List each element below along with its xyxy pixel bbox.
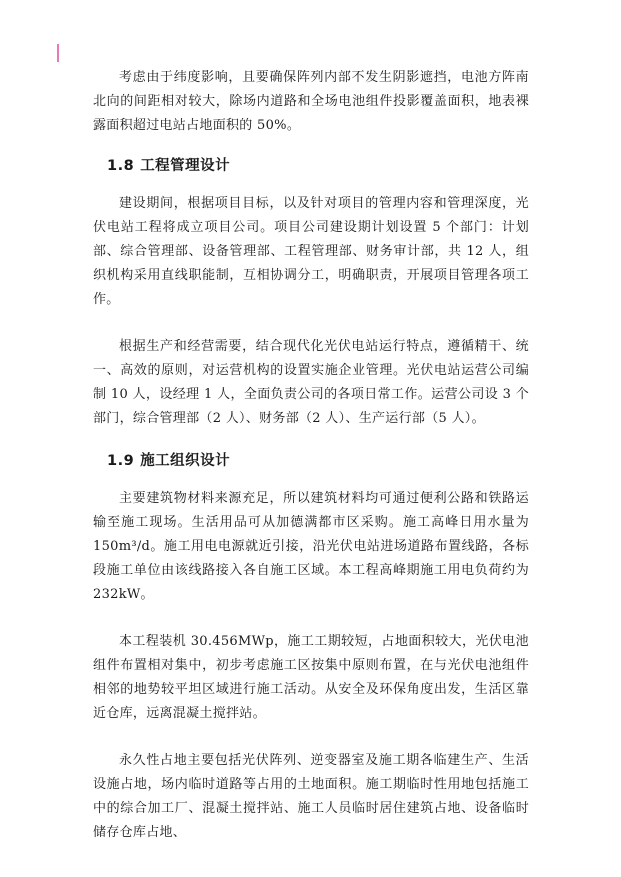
paragraph-construction-2: 本工程装机 30.456MWp，施工工期较短，占地面积较大，光伏电池组件布置相对集中，初步考虑施工区按集中原则布置，在与光伏电池组件相邻的地势较平坦区域进行施工活动。从安全及环保角度出发，生活区靠近仓库，远离混凝土搅拌站。 (93, 634, 529, 721)
section-title: 工程管理设计 (140, 158, 231, 174)
paragraph-management-2: 根据生产和经营需要，结合现代化光伏电站运行特点，遵循精干、统一、高效的原则，对运营机构的设置实施企业管理。光伏电站运营公司编制 10 人，设经理 1 人，全面负责公司的各项日常工作。运营公司设 3 个部门，综合管理部（2 人）、财务部（2 人）、生产运行部（5 人）。 (93, 339, 529, 426)
section-heading-1-8 (93, 154, 529, 178)
paragraph-intro: 考虑由于纬度影响，且要确保阵列内部不发生阴影遮挡，电池方阵南北向的间距相对较大，除场内道路和全场电池组件投影覆盖面积，地表裸露面积超过电站占地面积的 50%。 (93, 70, 529, 133)
paragraph-construction-3: 永久性占地主要包括光伏阵列、逆变器室及施工期各临建生产、生活设施占地，场内临时道路等占用的土地面积。施工期临时性用地包括施工中的综合加工厂、混凝土搅拌站、施工人员临时居住建筑占地、设备临时储存仓库占地、 (93, 753, 529, 840)
document-page (93, 66, 529, 845)
section-number: 1.9 (107, 453, 135, 469)
section-number: 1.8 (107, 158, 135, 174)
section-title: 施工组织设计 (140, 453, 231, 469)
margin-mark (57, 44, 59, 62)
paragraph-construction-1: 主要建筑物材料来源充足，所以建筑材料均可通过便利公路和铁路运输至施工现场。生活用品可从加德满都市区采购。施工高峰日用水量为 150m³/d。施工用电电源就近引接，沿光伏电站进场道路布置线路，各标段施工单位由该线路接入各自施工区域。本工程高峰期施工用电负荷约为 232kW。 (93, 491, 529, 602)
paragraph-management-1: 建设期间，根据项目目标，以及针对项目的管理内容和管理深度，光伏电站工程将成立项目公司。项目公司建设期计划设置 5 个部门：计划部、综合管理部、设备管理部、工程管理部、财务审计部，共 12 人，组织机构采用直线职能制，互相协调分工，明确职责，开展项目管理各项工作。 (93, 196, 529, 307)
section-heading-1-9 (93, 449, 529, 473)
